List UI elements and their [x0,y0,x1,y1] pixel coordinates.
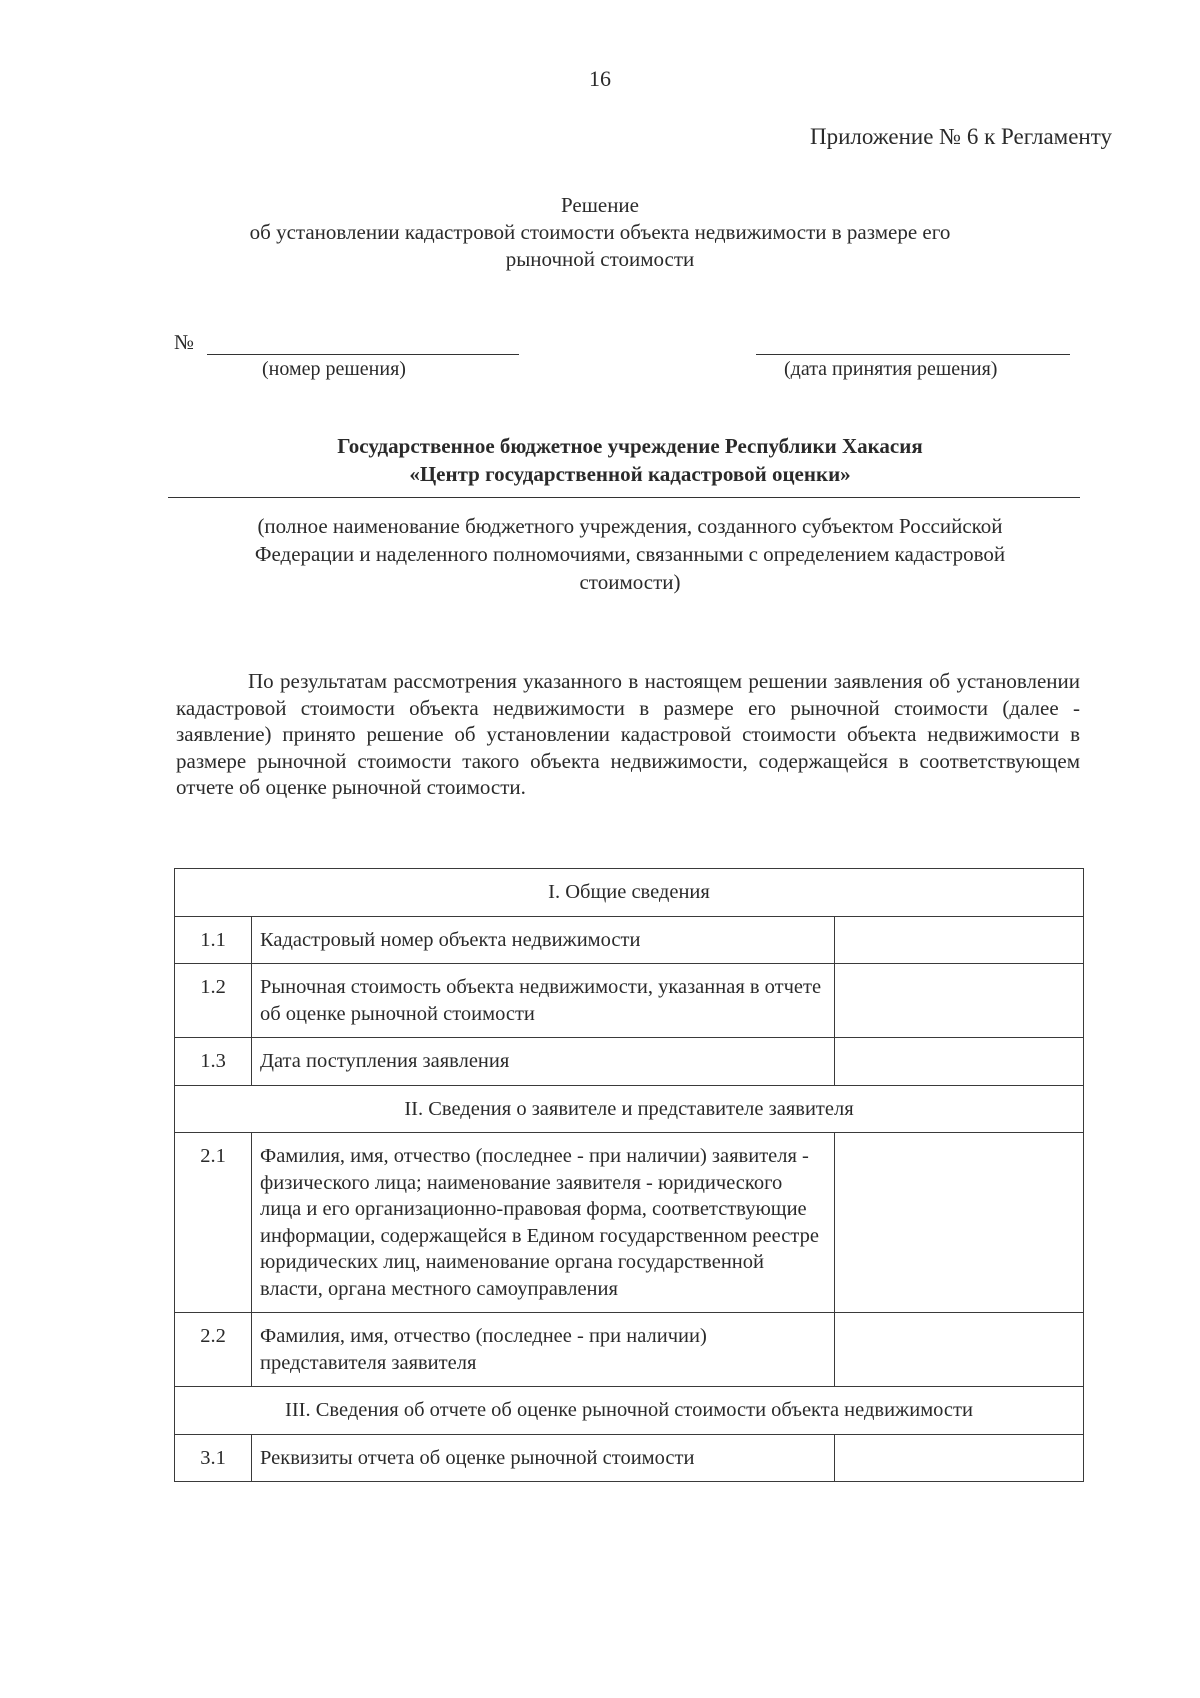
organization-line-2: «Центр государственной кадастровой оценки» [409,462,851,486]
organization-caption [170,512,1090,596]
row-value-cell [835,916,1084,964]
title-line-3: рыночной стоимости [505,247,695,271]
section-row [175,1387,1084,1435]
organization-name [170,432,1090,488]
row-number: 1.2 [175,964,252,1038]
row-label: Кадастровый номер объекта недвижимости [252,916,835,964]
row-value-cell [835,1133,1084,1313]
table-row [175,1313,1084,1387]
number-sign: № [174,330,195,354]
table-row [175,1133,1084,1313]
row-value-cell [835,964,1084,1038]
decision-paragraph: По результатам рассмотрения указанного в настоящем решении заявления об установлении кадастровой стоимости объекта недвижимости в размере его рыночной стоимости (далее - заявление) принято решение об установлении кадастровой стоимости объекта недвижимости в размере рыночной стоимости такого объекта недвижимости, содержащейся в соответствующем отчете об оценке рыночной стоимости. [176,669,1080,799]
table-row [175,916,1084,964]
row-value-cell [835,1313,1084,1387]
title-line-2: об установлении кадастровой стоимости объекта недвижимости в размере его [249,220,951,244]
date-blank-line [756,354,1070,355]
row-label: Рыночная стоимость объекта недвижимости, указанная в отчете об оценке рыночной стоимости [252,964,835,1038]
row-number: 1.1 [175,916,252,964]
organization-caption-line-1: (полное наименование бюджетного учреждения, созданного субъектом Российской [257,514,1003,538]
organization-caption-line-3: стоимости) [579,570,681,594]
organization-underline [168,497,1080,498]
row-number: 2.1 [175,1133,252,1313]
number-caption: (номер решения) [262,358,406,380]
row-label: Реквизиты отчета об оценке рыночной стоимости [252,1434,835,1482]
row-number: 3.1 [175,1434,252,1482]
row-label: Фамилия, имя, отчество (последнее - при наличии) представителя заявителя [252,1313,835,1387]
section-1-heading: I. Общие сведения [175,869,1084,917]
row-value-cell [835,1434,1084,1482]
decision-form-table [174,868,1084,1482]
table-row [175,1038,1084,1086]
title-line-1: Решение [560,193,639,217]
table-row [175,1434,1084,1482]
row-number: 2.2 [175,1313,252,1387]
table-row [175,964,1084,1038]
row-number: 1.3 [175,1038,252,1086]
organization-caption-line-2: Федерации и наделенного полномочиями, связанными с определением кадастровой [254,542,1006,566]
section-row [175,1085,1084,1133]
row-label: Дата поступления заявления [252,1038,835,1086]
section-3-heading: III. Сведения об отчете об оценке рыночной стоимости объекта недвижимости [175,1387,1084,1435]
page-number: 16 [589,66,611,91]
organization-line-1: Государственное бюджетное учреждение Республики Хакасия [337,434,923,458]
document-title [140,192,1060,273]
number-blank-line [207,354,519,355]
row-label: Фамилия, имя, отчество (последнее - при наличии) заявителя - физического лица; наименование заявителя - юридического лица и его организационно-правовая форма, соответствующие информации, содержащейся в Едином государственном реестре юридических лиц, наименование органа государственной власти, органа местного самоуправления [252,1133,835,1313]
section-row [175,869,1084,917]
row-value-cell [835,1038,1084,1086]
date-caption: (дата принятия решения) [784,358,998,380]
section-2-heading: II. Сведения о заявителе и представителе заявителя [175,1085,1084,1133]
appendix-reference: Приложение № 6 к Регламенту [809,124,1112,149]
